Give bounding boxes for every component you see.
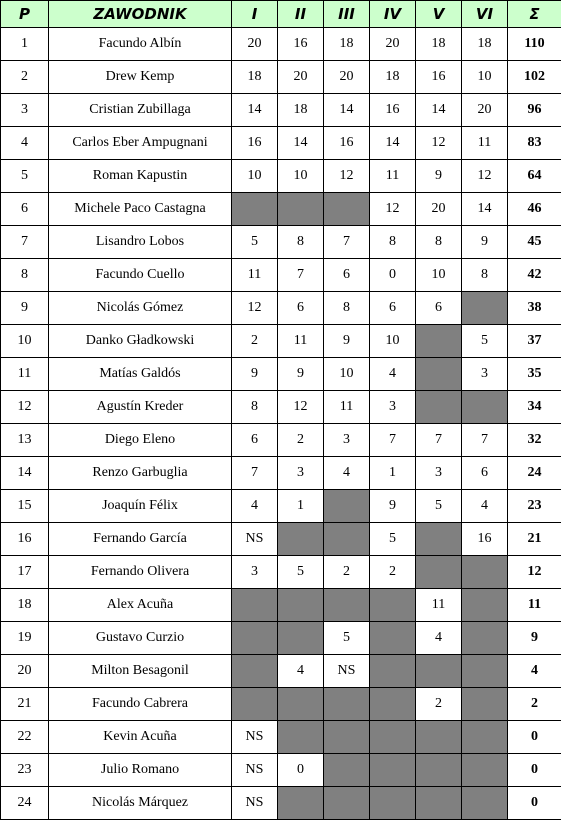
round-score-cell: 7 [370, 424, 416, 457]
position-cell: 5 [1, 160, 49, 193]
empty-score-cell [462, 556, 508, 589]
table-row [1, 259, 561, 292]
position-cell: 17 [1, 556, 49, 589]
round-score-cell: 4 [370, 358, 416, 391]
results-body [1, 28, 561, 820]
round-score-cell: 9 [370, 490, 416, 523]
round-score-cell: 16 [324, 127, 370, 160]
total-points-cell: 32 [508, 424, 561, 457]
total-points-cell: 37 [508, 325, 561, 358]
round-score-cell: 7 [324, 226, 370, 259]
round-score-cell: 12 [232, 292, 278, 325]
total-points-cell: 12 [508, 556, 561, 589]
empty-score-cell [370, 688, 416, 721]
empty-score-cell [370, 655, 416, 688]
round-score-cell: 8 [462, 259, 508, 292]
round-score-cell: 20 [278, 61, 324, 94]
empty-score-cell [324, 490, 370, 523]
round-score-cell: 10 [232, 160, 278, 193]
empty-score-cell [278, 193, 324, 226]
rider-name-cell: Renzo Garbuglia [49, 457, 232, 490]
table-row [1, 226, 561, 259]
position-cell: 15 [1, 490, 49, 523]
position-cell: 1 [1, 28, 49, 61]
round-score-cell: NS [232, 787, 278, 820]
round-score-cell: 10 [416, 259, 462, 292]
round-score-cell: 3 [462, 358, 508, 391]
empty-score-cell [232, 655, 278, 688]
total-points-cell: 45 [508, 226, 561, 259]
round-score-cell: 3 [370, 391, 416, 424]
position-cell: 14 [1, 457, 49, 490]
round-score-cell: 5 [370, 523, 416, 556]
header-round-4: IV [370, 1, 416, 28]
empty-score-cell [324, 589, 370, 622]
table-row [1, 325, 561, 358]
round-score-cell: 5 [278, 556, 324, 589]
empty-score-cell [416, 325, 462, 358]
header-total: Σ [508, 1, 561, 28]
total-points-cell: 23 [508, 490, 561, 523]
round-score-cell: 5 [462, 325, 508, 358]
empty-score-cell [232, 589, 278, 622]
position-cell: 13 [1, 424, 49, 457]
table-row [1, 655, 561, 688]
total-points-cell: 102 [508, 61, 561, 94]
rider-name-cell: Alex Acuña [49, 589, 232, 622]
empty-score-cell [462, 754, 508, 787]
header-round-2: II [278, 1, 324, 28]
empty-score-cell [462, 391, 508, 424]
table-row [1, 61, 561, 94]
table-row [1, 160, 561, 193]
round-score-cell: 0 [278, 754, 324, 787]
round-score-cell: 9 [324, 325, 370, 358]
round-score-cell: 12 [278, 391, 324, 424]
position-cell: 23 [1, 754, 49, 787]
total-points-cell: 4 [508, 655, 561, 688]
round-score-cell: 16 [416, 61, 462, 94]
rider-name-cell: Kevin Acuña [49, 721, 232, 754]
empty-score-cell [416, 523, 462, 556]
round-score-cell: 4 [416, 622, 462, 655]
table-row [1, 589, 561, 622]
empty-score-cell [416, 556, 462, 589]
round-score-cell: 10 [278, 160, 324, 193]
total-points-cell: 35 [508, 358, 561, 391]
rider-name-cell: Diego Eleno [49, 424, 232, 457]
round-score-cell: 8 [278, 226, 324, 259]
round-score-cell: 12 [324, 160, 370, 193]
table-row [1, 127, 561, 160]
empty-score-cell [416, 721, 462, 754]
position-cell: 11 [1, 358, 49, 391]
total-points-cell: 11 [508, 589, 561, 622]
round-score-cell: 9 [232, 358, 278, 391]
header-round-1: I [232, 1, 278, 28]
round-score-cell: 14 [370, 127, 416, 160]
empty-score-cell [370, 589, 416, 622]
round-score-cell: 3 [324, 424, 370, 457]
round-score-cell: 20 [416, 193, 462, 226]
table-row [1, 688, 561, 721]
empty-score-cell [370, 622, 416, 655]
round-score-cell: 8 [324, 292, 370, 325]
round-score-cell: 7 [232, 457, 278, 490]
empty-score-cell [462, 589, 508, 622]
empty-score-cell [416, 358, 462, 391]
table-row [1, 523, 561, 556]
round-score-cell: 14 [462, 193, 508, 226]
empty-score-cell [462, 721, 508, 754]
round-score-cell: 16 [278, 28, 324, 61]
total-points-cell: 64 [508, 160, 561, 193]
round-score-cell: 2 [278, 424, 324, 457]
round-score-cell: 16 [232, 127, 278, 160]
position-cell: 24 [1, 787, 49, 820]
total-points-cell: 110 [508, 28, 561, 61]
round-score-cell: NS [232, 523, 278, 556]
round-score-cell: 14 [416, 94, 462, 127]
round-score-cell: 6 [370, 292, 416, 325]
round-score-cell: 18 [462, 28, 508, 61]
rider-name-cell: Lisandro Lobos [49, 226, 232, 259]
round-score-cell: 2 [232, 325, 278, 358]
total-points-cell: 96 [508, 94, 561, 127]
round-score-cell: 12 [416, 127, 462, 160]
position-cell: 19 [1, 622, 49, 655]
position-cell: 9 [1, 292, 49, 325]
round-score-cell: 20 [370, 28, 416, 61]
empty-score-cell [232, 688, 278, 721]
round-score-cell: 5 [324, 622, 370, 655]
round-score-cell: 8 [416, 226, 462, 259]
rider-name-cell: Facundo Cabrera [49, 688, 232, 721]
round-score-cell: 3 [416, 457, 462, 490]
table-row [1, 358, 561, 391]
empty-score-cell [462, 622, 508, 655]
empty-score-cell [324, 193, 370, 226]
round-score-cell: 14 [232, 94, 278, 127]
empty-score-cell [462, 787, 508, 820]
empty-score-cell [370, 787, 416, 820]
table-row [1, 490, 561, 523]
empty-score-cell [278, 787, 324, 820]
round-score-cell: 1 [370, 457, 416, 490]
round-score-cell: 6 [232, 424, 278, 457]
round-score-cell: 10 [462, 61, 508, 94]
round-score-cell: 12 [370, 193, 416, 226]
empty-score-cell [462, 688, 508, 721]
round-score-cell: 11 [278, 325, 324, 358]
header-round-3: III [324, 1, 370, 28]
position-cell: 16 [1, 523, 49, 556]
round-score-cell: 18 [232, 61, 278, 94]
empty-score-cell [324, 754, 370, 787]
position-cell: 8 [1, 259, 49, 292]
round-score-cell: 12 [462, 160, 508, 193]
round-score-cell: 8 [232, 391, 278, 424]
empty-score-cell [416, 391, 462, 424]
position-cell: 20 [1, 655, 49, 688]
position-cell: 4 [1, 127, 49, 160]
position-cell: 6 [1, 193, 49, 226]
table-row [1, 391, 561, 424]
round-score-cell: 4 [278, 655, 324, 688]
empty-score-cell [370, 721, 416, 754]
rider-name-cell: Drew Kemp [49, 61, 232, 94]
round-score-cell: 18 [278, 94, 324, 127]
round-score-cell: 20 [232, 28, 278, 61]
table-row [1, 193, 561, 226]
rider-name-cell: Gustavo Curzio [49, 622, 232, 655]
round-score-cell: NS [232, 721, 278, 754]
table-row [1, 622, 561, 655]
header-position: P [1, 1, 49, 28]
empty-score-cell [416, 655, 462, 688]
total-points-cell: 34 [508, 391, 561, 424]
round-score-cell: 6 [324, 259, 370, 292]
total-points-cell: 21 [508, 523, 561, 556]
round-score-cell: 6 [416, 292, 462, 325]
position-cell: 7 [1, 226, 49, 259]
total-points-cell: 38 [508, 292, 561, 325]
total-points-cell: 2 [508, 688, 561, 721]
total-points-cell: 0 [508, 787, 561, 820]
round-score-cell: 11 [370, 160, 416, 193]
round-score-cell: 3 [232, 556, 278, 589]
rider-name-cell: Danko Gładkowski [49, 325, 232, 358]
position-cell: 18 [1, 589, 49, 622]
round-score-cell: 11 [462, 127, 508, 160]
position-cell: 21 [1, 688, 49, 721]
round-score-cell: 6 [278, 292, 324, 325]
round-score-cell: 4 [232, 490, 278, 523]
position-cell: 10 [1, 325, 49, 358]
round-score-cell: 5 [232, 226, 278, 259]
empty-score-cell [416, 754, 462, 787]
empty-score-cell [324, 523, 370, 556]
round-score-cell: 20 [462, 94, 508, 127]
round-score-cell: 11 [324, 391, 370, 424]
table-row [1, 787, 561, 820]
round-score-cell: 1 [278, 490, 324, 523]
table-row [1, 721, 561, 754]
empty-score-cell [232, 193, 278, 226]
empty-score-cell [324, 787, 370, 820]
rider-name-cell: Julio Romano [49, 754, 232, 787]
position-cell: 12 [1, 391, 49, 424]
header-round-6: VI [462, 1, 508, 28]
total-points-cell: 42 [508, 259, 561, 292]
empty-score-cell [232, 622, 278, 655]
empty-score-cell [278, 688, 324, 721]
rider-name-cell: Nicolás Márquez [49, 787, 232, 820]
round-score-cell: 0 [370, 259, 416, 292]
round-score-cell: 10 [324, 358, 370, 391]
total-points-cell: 24 [508, 457, 561, 490]
total-points-cell: 9 [508, 622, 561, 655]
round-score-cell: 2 [416, 688, 462, 721]
rider-name-cell: Roman Kapustin [49, 160, 232, 193]
round-score-cell: 4 [462, 490, 508, 523]
empty-score-cell [370, 754, 416, 787]
round-score-cell: 11 [232, 259, 278, 292]
rider-name-cell: Facundo Cuello [49, 259, 232, 292]
round-score-cell: 9 [462, 226, 508, 259]
rider-name-cell: Milton Besagonil [49, 655, 232, 688]
round-score-cell: 7 [462, 424, 508, 457]
empty-score-cell [462, 292, 508, 325]
rider-name-cell: Nicolás Gómez [49, 292, 232, 325]
round-score-cell: 7 [416, 424, 462, 457]
round-score-cell: 11 [416, 589, 462, 622]
empty-score-cell [278, 523, 324, 556]
table-row [1, 28, 561, 61]
total-points-cell: 46 [508, 193, 561, 226]
rider-name-cell: Matías Galdós [49, 358, 232, 391]
rider-name-cell: Michele Paco Castagna [49, 193, 232, 226]
round-score-cell: 18 [324, 28, 370, 61]
round-score-cell: 7 [278, 259, 324, 292]
table-row [1, 556, 561, 589]
total-points-cell: 83 [508, 127, 561, 160]
round-score-cell: 14 [324, 94, 370, 127]
table-row [1, 292, 561, 325]
round-score-cell: 3 [278, 457, 324, 490]
round-score-cell: 14 [278, 127, 324, 160]
position-cell: 3 [1, 94, 49, 127]
round-score-cell: 18 [370, 61, 416, 94]
round-score-cell: NS [232, 754, 278, 787]
empty-score-cell [416, 787, 462, 820]
table-row [1, 754, 561, 787]
position-cell: 2 [1, 61, 49, 94]
empty-score-cell [278, 622, 324, 655]
header-rider: ZAWODNIK [49, 1, 232, 28]
round-score-cell: 8 [370, 226, 416, 259]
round-score-cell: 5 [416, 490, 462, 523]
empty-score-cell [278, 589, 324, 622]
table-row [1, 424, 561, 457]
total-points-cell: 0 [508, 721, 561, 754]
rider-name-cell: Joaquín Félix [49, 490, 232, 523]
table-row [1, 457, 561, 490]
round-score-cell: 2 [370, 556, 416, 589]
round-score-cell: 10 [370, 325, 416, 358]
empty-score-cell [324, 721, 370, 754]
position-cell: 22 [1, 721, 49, 754]
empty-score-cell [278, 721, 324, 754]
round-score-cell: 9 [416, 160, 462, 193]
round-score-cell: 4 [324, 457, 370, 490]
table-row [1, 94, 561, 127]
empty-score-cell [324, 688, 370, 721]
rider-name-cell: Agustín Kreder [49, 391, 232, 424]
round-score-cell: 9 [278, 358, 324, 391]
rider-name-cell: Carlos Eber Ampugnani [49, 127, 232, 160]
rider-name-cell: Fernando García [49, 523, 232, 556]
round-score-cell: 20 [324, 61, 370, 94]
rider-name-cell: Facundo Albín [49, 28, 232, 61]
round-score-cell: 2 [324, 556, 370, 589]
round-score-cell: NS [324, 655, 370, 688]
empty-score-cell [462, 655, 508, 688]
header-row [1, 1, 561, 28]
rider-name-cell: Fernando Olivera [49, 556, 232, 589]
round-score-cell: 16 [462, 523, 508, 556]
header-round-5: V [416, 1, 462, 28]
round-score-cell: 6 [462, 457, 508, 490]
total-points-cell: 0 [508, 754, 561, 787]
round-score-cell: 18 [416, 28, 462, 61]
round-score-cell: 16 [370, 94, 416, 127]
rider-name-cell: Cristian Zubillaga [49, 94, 232, 127]
